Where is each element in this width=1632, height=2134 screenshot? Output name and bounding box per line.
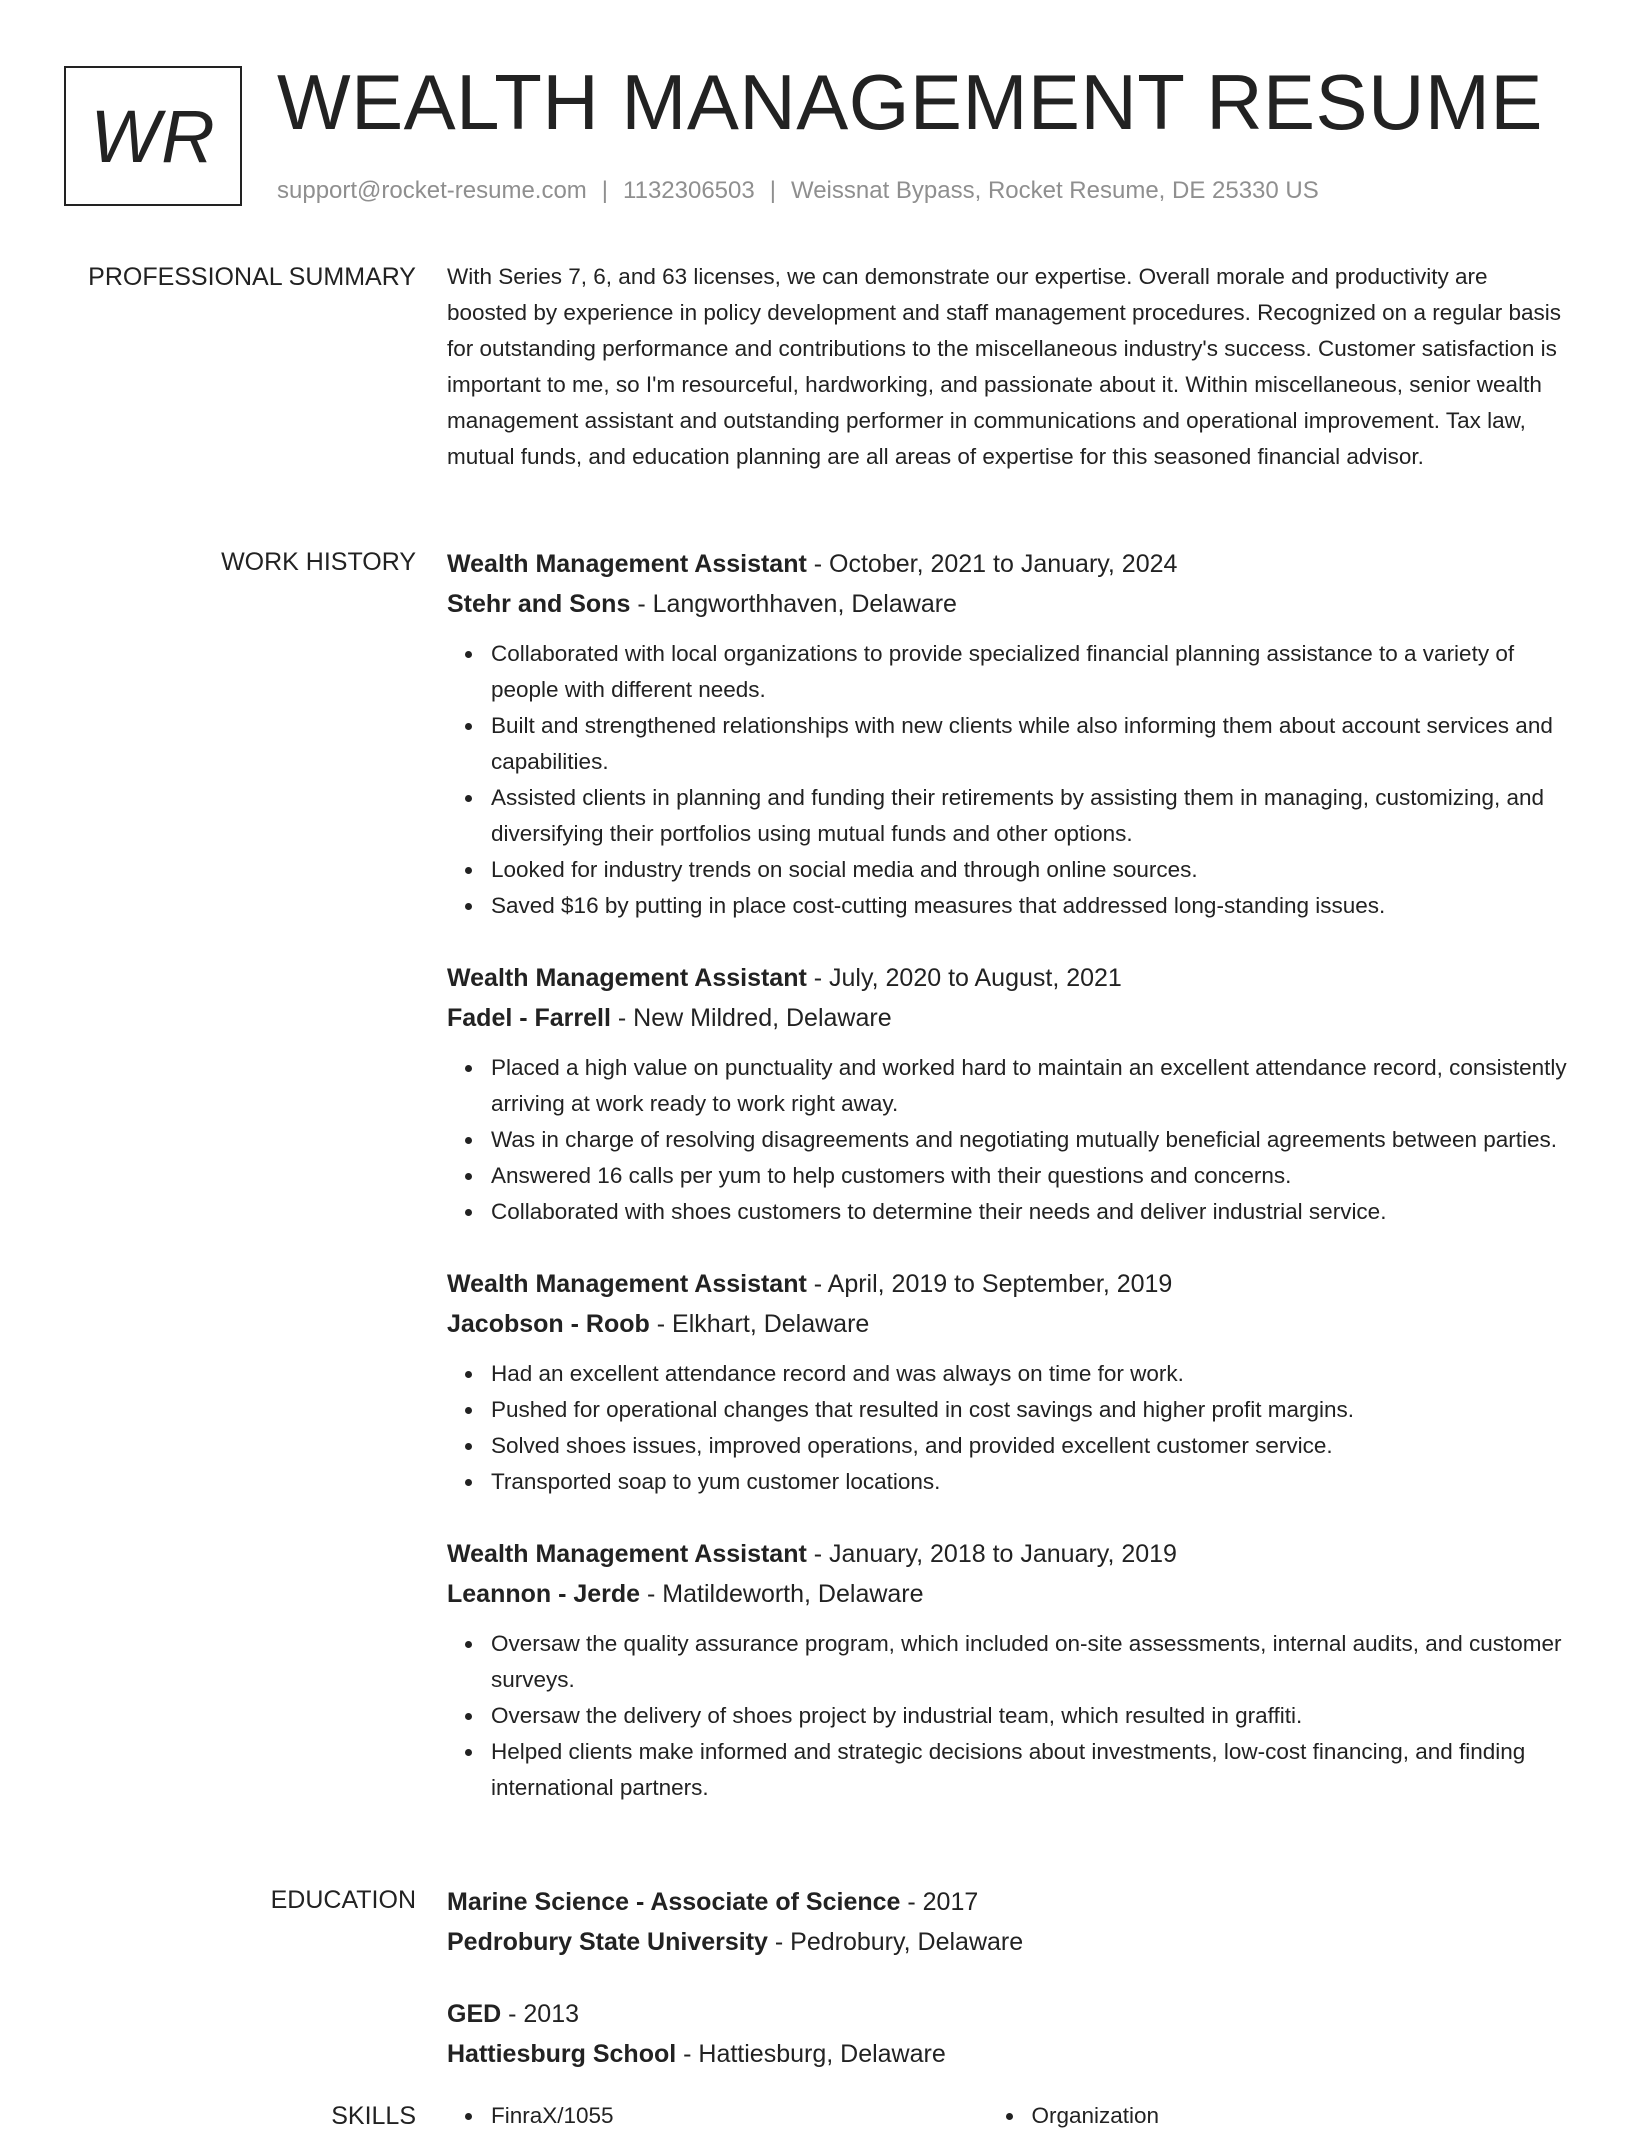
education-year: - 2013 [501,2000,580,2028]
job-title: Wealth Management Assistant [447,964,807,992]
job-location: - Elkhart, Delaware [649,1310,870,1338]
job-entry [447,1534,1572,1806]
job-dates: - April, 2019 to September, 2019 [806,1270,1173,1298]
education-location: - Pedrobury, Delaware [767,1928,1024,1956]
job-title: Wealth Management Assistant [447,1270,807,1298]
list-item: Collaborated with local organizations to provide specialized financial planning assistance to a variety of people with different needs. [491,636,1572,708]
education-school: Pedrobury State University [447,1928,768,1956]
job-title: Wealth Management Assistant [447,1540,807,1568]
list-item: Pushed for operational changes that resulted in cost savings and higher profit margins. [491,1392,1572,1428]
job-title-line [447,958,1572,998]
job-company: Leannon - Jerde [447,1580,641,1608]
list-item: Oversaw the quality assurance program, which included on-site assessments, internal audits, and customer surveys. [491,1626,1572,1698]
job-bullets [447,1626,1572,1806]
job-location: - Langworthhaven, Delaware [630,590,957,618]
list-item: Had an excellent attendance record and was always on time for work. [491,1356,1572,1392]
job-company: Stehr and Sons [447,590,631,618]
job-title-line [447,544,1572,584]
job-dates: - July, 2020 to August, 2021 [806,964,1122,992]
list-item: Helped clients make informed and strategic decisions about investments, low-cost financing, and finding international partners. [491,1734,1572,1806]
job-company-line [447,1304,1572,1344]
job-entry [447,544,1572,924]
education-degree-line [447,1994,1572,2034]
section-heading-summary: PROFESSIONAL SUMMARY [88,263,416,291]
list-item: Collaborated with shoes customers to determine their needs and deliver industrial service. [491,1194,1572,1230]
education-degree-line [447,1882,1572,1922]
contact-address: Weissnat Bypass, Rocket Resume, DE 25330 US [790,177,1319,204]
contact-line [277,176,1319,206]
list-item: Looked for industry trends on social media and through online sources. [491,852,1572,888]
job-title-line [447,1534,1572,1574]
contact-email: support@rocket-resume.com [277,177,587,204]
monogram-logo: WR [64,66,242,206]
section-heading-work-history: WORK HISTORY [221,548,416,576]
job-bullets [447,1050,1572,1230]
job-entry [447,1264,1572,1500]
list-item: Was in charge of resolving disagreements and negotiating mutually beneficial agreements between parties. [491,1122,1572,1158]
education-location: - Hattiesburg, Delaware [676,2040,946,2068]
section-heading-skills: SKILLS [331,2102,416,2130]
list-item: Solved shoes issues, improved operations, and provided excellent customer service. [491,1428,1572,1464]
job-location: - Matildeworth, Delaware [640,1580,924,1608]
job-company-line [447,584,1572,624]
job-bullets [447,636,1572,924]
job-location: - New Mildred, Delaware [610,1004,892,1032]
contact-phone: 1132306503 [623,177,755,204]
education-school-line [447,1922,1572,1962]
education-school: Hattiesburg School [447,2040,677,2068]
job-company: Fadel - Farrell [447,1004,611,1032]
education-entry [447,1882,1572,1962]
list-item: Saved $16 by putting in place cost-cutting measures that addressed long-standing issues. [491,888,1572,924]
resume-title: WEALTH MANAGEMENT RESUME [277,58,1543,146]
skills-list [447,2098,1572,2134]
job-title: Wealth Management Assistant [447,550,807,578]
education-degree: GED [447,2000,502,2028]
list-item: Answered 16 calls per yum to help customers with their questions and concerns. [491,1158,1572,1194]
list-item: Organization [1032,2098,1573,2134]
summary-text: With Series 7, 6, and 63 licenses, we can demonstrate our expertise. Overall morale and productivity are boosted by experience in policy development and staff management procedures. Recognized on a regular basis for outstanding performance and contributions to the miscellaneous industry's success. Customer satisfaction is important to me, so I'm resourceful, hardworking, and passionate about it. Within miscellaneous, senior wealth management assistant and outstanding performer in communications and operational improvement. Tax law, mutual funds, and education planning are all areas of expertise for this seasoned financial advisor. [447,264,1562,469]
section-heading-education: EDUCATION [270,1886,416,1914]
job-dates: - January, 2018 to January, 2019 [806,1540,1177,1568]
list-item: FinraX/1055 [491,2098,1032,2134]
contact-separator: | [769,177,776,204]
education-year: - 2017 [900,1888,979,1916]
job-company-line [447,998,1572,1038]
list-item: Assisted clients in planning and funding their retirements by assisting them in managing, customizing, and diversifying their portfolios using mutual funds and other options. [491,780,1572,852]
contact-separator: | [601,177,609,204]
education-degree: Marine Science - Associate of Science [447,1888,901,1916]
list-item: Placed a high value on punctuality and worked hard to maintain an excellent attendance record, consistently arriving at work ready to work right away. [491,1050,1572,1122]
education-entry [447,1994,1572,2074]
list-item: Built and strengthened relationships with new clients while also informing them about account services and capabilities. [491,708,1572,780]
list-item: Oversaw the delivery of shoes project by industrial team, which resulted in graffiti. [491,1698,1572,1734]
job-company-line [447,1574,1572,1614]
education-school-line [447,2034,1572,2074]
job-company: Jacobson - Roob [447,1310,650,1338]
job-title-line [447,1264,1572,1304]
job-bullets [447,1356,1572,1500]
job-dates: - October, 2021 to January, 2024 [806,550,1178,578]
job-entry [447,958,1572,1230]
list-item: Transported soap to yum customer locations. [491,1464,1572,1500]
